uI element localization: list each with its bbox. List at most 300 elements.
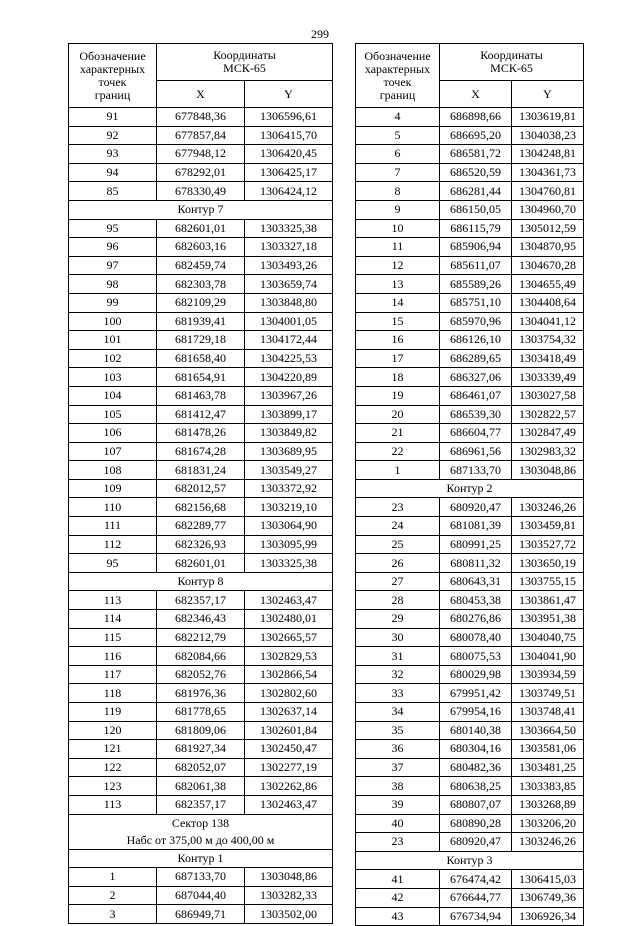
x-coordinate-cell: 680920,47 <box>440 833 512 852</box>
y-coordinate-cell: 1302480,01 <box>245 610 333 629</box>
y-coordinate-cell: 1303848,80 <box>245 293 333 312</box>
point-number-cell: 103 <box>69 368 157 387</box>
point-number-cell: 17 <box>356 349 440 368</box>
point-number-cell: 15 <box>356 312 440 331</box>
point-number-cell: 12 <box>356 256 440 275</box>
point-number-cell: 22 <box>356 442 440 461</box>
x-coordinate-cell: 681976,36 <box>157 684 245 703</box>
table-row <box>69 405 333 424</box>
table-row <box>69 535 333 554</box>
table-row <box>356 870 584 889</box>
y-coordinate-cell: 1303849,82 <box>245 424 333 443</box>
table-row <box>356 256 584 275</box>
table-row <box>69 461 333 480</box>
y-coordinate-cell: 1303095,99 <box>245 535 333 554</box>
sector-heading-row <box>69 814 333 849</box>
header-label-line: границ <box>94 87 131 102</box>
point-number-cell: 40 <box>356 814 440 833</box>
x-coordinate-cell: 686604,77 <box>440 424 512 443</box>
x-coordinate-cell: 686115,79 <box>440 219 512 238</box>
x-coordinate-cell: 678330,49 <box>157 182 245 201</box>
point-number-cell: 107 <box>69 442 157 461</box>
x-coordinate-cell: 682109,29 <box>157 293 245 312</box>
x-coordinate-cell: 682326,93 <box>157 535 245 554</box>
table-row <box>69 145 333 164</box>
y-coordinate-cell: 1303951,38 <box>512 610 584 629</box>
x-coordinate-cell: 681729,18 <box>157 331 245 350</box>
y-coordinate-cell: 1306424,12 <box>245 182 333 201</box>
x-coordinate-cell: 679954,16 <box>440 703 512 722</box>
table-row <box>69 758 333 777</box>
header-coordinates <box>440 44 584 81</box>
header-label-line: характерных <box>79 61 146 76</box>
table-row <box>69 740 333 759</box>
x-coordinate-cell: 686520,59 <box>440 163 512 182</box>
table-row <box>69 795 333 814</box>
y-coordinate-cell: 1303327,18 <box>245 238 333 257</box>
table-row <box>69 275 333 294</box>
table-row <box>69 665 333 684</box>
table-row <box>356 535 584 554</box>
y-coordinate-cell: 1304670,28 <box>512 256 584 275</box>
table-row <box>356 275 584 294</box>
table-row <box>69 349 333 368</box>
x-coordinate-cell: 676474,42 <box>440 870 512 889</box>
x-coordinate-cell: 682357,17 <box>157 591 245 610</box>
y-coordinate-cell: 1303493,26 <box>245 256 333 275</box>
table-row <box>69 293 333 312</box>
point-number-cell: 114 <box>69 610 157 629</box>
point-number-cell: 23 <box>356 498 440 517</box>
point-number-cell: 91 <box>69 108 157 127</box>
x-coordinate-cell: 679951,42 <box>440 684 512 703</box>
point-number-cell: 5 <box>356 126 440 145</box>
contour-heading: Контур 8 <box>69 572 333 591</box>
table-row <box>356 498 584 517</box>
table-row <box>356 684 584 703</box>
table-row <box>69 703 333 722</box>
x-coordinate-cell: 682012,57 <box>157 479 245 498</box>
header-coordinates-line: Координаты <box>213 48 276 62</box>
contour-heading-row <box>356 479 584 498</box>
y-coordinate-cell: 1302463,47 <box>245 795 333 814</box>
y-coordinate-cell: 1303481,25 <box>512 758 584 777</box>
point-number-cell: 113 <box>69 795 157 814</box>
y-coordinate-cell: 1303664,50 <box>512 721 584 740</box>
x-coordinate-cell: 686898,66 <box>440 108 512 127</box>
y-coordinate-cell: 1302277,19 <box>245 758 333 777</box>
x-coordinate-cell: 680811,32 <box>440 554 512 573</box>
point-number-cell: 23 <box>356 833 440 852</box>
point-number-cell: 101 <box>69 331 157 350</box>
point-number-cell: 2 <box>69 886 157 905</box>
table-row <box>356 405 584 424</box>
y-coordinate-cell: 1306415,03 <box>512 870 584 889</box>
point-number-cell: 39 <box>356 795 440 814</box>
point-number-cell: 105 <box>69 405 157 424</box>
table-row <box>69 108 333 127</box>
y-coordinate-cell: 1306425,17 <box>245 163 333 182</box>
x-coordinate-cell: 681412,47 <box>157 405 245 424</box>
point-number-cell: 4 <box>356 108 440 127</box>
y-coordinate-cell: 1304001,05 <box>245 312 333 331</box>
table-row <box>69 684 333 703</box>
x-coordinate-cell: 681831,24 <box>157 461 245 480</box>
x-coordinate-cell: 682603,16 <box>157 238 245 257</box>
header-coordinates-line: Координаты <box>480 48 543 62</box>
y-coordinate-cell: 1304870,95 <box>512 238 584 257</box>
y-coordinate-cell: 1303048,86 <box>512 461 584 480</box>
point-number-cell: 10 <box>356 219 440 238</box>
x-coordinate-cell: 682459,74 <box>157 256 245 275</box>
table-row <box>69 554 333 573</box>
point-number-cell: 18 <box>356 368 440 387</box>
point-number-cell: 100 <box>69 312 157 331</box>
table-row <box>356 814 584 833</box>
page-number: 299 <box>311 27 329 41</box>
coordinates-table-right <box>355 43 584 926</box>
y-coordinate-cell: 1303689,95 <box>245 442 333 461</box>
y-coordinate-cell: 1306926,34 <box>512 907 584 926</box>
table-row <box>69 219 333 238</box>
y-coordinate-cell: 1302829,53 <box>245 647 333 666</box>
y-coordinate-cell: 1303967,26 <box>245 386 333 405</box>
y-coordinate-cell: 1303934,59 <box>512 665 584 684</box>
point-number-cell: 95 <box>69 219 157 238</box>
table-row <box>356 572 584 591</box>
x-coordinate-cell: 677948,12 <box>157 145 245 164</box>
table-row <box>356 182 584 201</box>
header-label-line: Обозначение <box>79 48 146 63</box>
point-number-cell: 109 <box>69 479 157 498</box>
point-number-cell: 14 <box>356 293 440 312</box>
table-row <box>356 126 584 145</box>
table-row <box>356 721 584 740</box>
x-coordinate-cell: 680453,38 <box>440 591 512 610</box>
x-coordinate-cell: 685611,07 <box>440 256 512 275</box>
x-coordinate-cell: 686289,65 <box>440 349 512 368</box>
x-coordinate-cell: 686327,06 <box>440 368 512 387</box>
y-coordinate-cell: 1303899,17 <box>245 405 333 424</box>
y-coordinate-cell: 1303581,06 <box>512 740 584 759</box>
table-row <box>356 888 584 907</box>
x-coordinate-cell: 680276,86 <box>440 610 512 629</box>
y-coordinate-cell: 1303268,89 <box>512 795 584 814</box>
y-coordinate-cell: 1302802,60 <box>245 684 333 703</box>
table-row <box>356 219 584 238</box>
y-coordinate-cell: 1306749,36 <box>512 888 584 907</box>
x-coordinate-cell: 681478,26 <box>157 424 245 443</box>
x-coordinate-cell: 686126,10 <box>440 331 512 350</box>
x-coordinate-cell: 686581,72 <box>440 145 512 164</box>
header-label-line: точек <box>98 74 127 89</box>
x-coordinate-cell: 682061,38 <box>157 777 245 796</box>
point-number-cell: 116 <box>69 647 157 666</box>
table-row <box>356 145 584 164</box>
x-coordinate-cell: 680075,53 <box>440 647 512 666</box>
table-row <box>69 238 333 257</box>
x-coordinate-cell: 687133,70 <box>440 461 512 480</box>
x-coordinate-cell: 682084,66 <box>157 647 245 666</box>
y-coordinate-cell: 1304760,81 <box>512 182 584 201</box>
x-coordinate-cell: 680482,36 <box>440 758 512 777</box>
x-coordinate-cell: 686695,20 <box>440 126 512 145</box>
table-row <box>356 386 584 405</box>
y-coordinate-cell: 1302866,54 <box>245 665 333 684</box>
point-number-cell: 111 <box>69 517 157 536</box>
y-coordinate-cell: 1304655,49 <box>512 275 584 294</box>
y-coordinate-cell: 1302983,32 <box>512 442 584 461</box>
table-row <box>356 703 584 722</box>
point-number-cell: 33 <box>356 684 440 703</box>
y-coordinate-cell: 1302665,57 <box>245 628 333 647</box>
point-number-cell: 102 <box>69 349 157 368</box>
header-y: Y <box>512 81 584 108</box>
y-coordinate-cell: 1304225,53 <box>245 349 333 368</box>
contour-heading: Контур 1 <box>69 849 333 868</box>
x-coordinate-cell: 686281,44 <box>440 182 512 201</box>
table-row <box>356 777 584 796</box>
sector-heading <box>69 814 333 849</box>
y-coordinate-cell: 1303064,90 <box>245 517 333 536</box>
table-row <box>356 517 584 536</box>
table-row <box>69 628 333 647</box>
sector-heading-line: Сектор 138 <box>171 815 230 830</box>
x-coordinate-cell: 687044,40 <box>157 886 245 905</box>
table-row <box>69 647 333 666</box>
table-row <box>69 331 333 350</box>
y-coordinate-cell: 1303549,27 <box>245 461 333 480</box>
y-coordinate-cell: 1303418,49 <box>512 349 584 368</box>
y-coordinate-cell: 1304041,12 <box>512 312 584 331</box>
y-coordinate-cell: 1303748,41 <box>512 703 584 722</box>
y-coordinate-cell: 1304408,64 <box>512 293 584 312</box>
header-label-line: точек <box>383 74 412 89</box>
header-point-label <box>356 44 440 108</box>
point-number-cell: 26 <box>356 554 440 573</box>
point-number-cell: 123 <box>69 777 157 796</box>
table-row <box>69 721 333 740</box>
contour-heading-row <box>69 849 333 868</box>
x-coordinate-cell: 682052,76 <box>157 665 245 684</box>
point-number-cell: 115 <box>69 628 157 647</box>
header-label-line: Обозначение <box>364 48 431 63</box>
x-coordinate-cell: 681939,41 <box>157 312 245 331</box>
contour-heading: Контур 2 <box>356 479 584 498</box>
y-coordinate-cell: 1303325,38 <box>245 219 333 238</box>
y-coordinate-cell: 1305012,59 <box>512 219 584 238</box>
y-coordinate-cell: 1303502,00 <box>245 905 333 924</box>
x-coordinate-cell: 681778,65 <box>157 703 245 722</box>
x-coordinate-cell: 685751,10 <box>440 293 512 312</box>
table-row <box>69 479 333 498</box>
point-number-cell: 3 <box>69 905 157 924</box>
y-coordinate-cell: 1304248,81 <box>512 145 584 164</box>
point-number-cell: 113 <box>69 591 157 610</box>
y-coordinate-cell: 1302463,47 <box>245 591 333 610</box>
y-coordinate-cell: 1303339,49 <box>512 368 584 387</box>
point-number-cell: 31 <box>356 647 440 666</box>
point-number-cell: 30 <box>356 628 440 647</box>
point-number-cell: 13 <box>356 275 440 294</box>
y-coordinate-cell: 1302637,14 <box>245 703 333 722</box>
point-number-cell: 7 <box>356 163 440 182</box>
y-coordinate-cell: 1304040,75 <box>512 628 584 647</box>
x-coordinate-cell: 680078,40 <box>440 628 512 647</box>
coordinates-table-left <box>68 43 333 924</box>
point-number-cell: 98 <box>69 275 157 294</box>
y-coordinate-cell: 1306415,70 <box>245 126 333 145</box>
x-coordinate-cell: 677857,84 <box>157 126 245 145</box>
table-row <box>69 591 333 610</box>
y-coordinate-cell: 1303383,85 <box>512 777 584 796</box>
point-number-cell: 43 <box>356 907 440 926</box>
table-row <box>69 777 333 796</box>
point-number-cell: 35 <box>356 721 440 740</box>
y-coordinate-cell: 1303754,32 <box>512 331 584 350</box>
point-number-cell: 37 <box>356 758 440 777</box>
table-row <box>356 591 584 610</box>
table-row <box>356 461 584 480</box>
point-number-cell: 6 <box>356 145 440 164</box>
y-coordinate-cell: 1303372,92 <box>245 479 333 498</box>
table-row <box>356 665 584 684</box>
y-coordinate-cell: 1303861,47 <box>512 591 584 610</box>
header-coordinates-line: МСК-65 <box>223 61 266 75</box>
x-coordinate-cell: 686150,05 <box>440 200 512 219</box>
contour-heading-row <box>69 572 333 591</box>
y-coordinate-cell: 1303619,81 <box>512 108 584 127</box>
y-coordinate-cell: 1302450,47 <box>245 740 333 759</box>
table-row <box>356 238 584 257</box>
point-number-cell: 41 <box>356 870 440 889</box>
table-row <box>69 163 333 182</box>
point-number-cell: 97 <box>69 256 157 275</box>
y-coordinate-cell: 1306596,61 <box>245 108 333 127</box>
y-coordinate-cell: 1303650,19 <box>512 554 584 573</box>
point-number-cell: 99 <box>69 293 157 312</box>
point-number-cell: 94 <box>69 163 157 182</box>
y-coordinate-cell: 1304041,90 <box>512 647 584 666</box>
table-row <box>69 424 333 443</box>
point-number-cell: 38 <box>356 777 440 796</box>
table-row <box>356 312 584 331</box>
y-coordinate-cell: 1302601,84 <box>245 721 333 740</box>
y-coordinate-cell: 1303282,33 <box>245 886 333 905</box>
y-coordinate-cell: 1303749,51 <box>512 684 584 703</box>
x-coordinate-cell: 681463,78 <box>157 386 245 405</box>
y-coordinate-cell: 1303459,81 <box>512 517 584 536</box>
table-row <box>356 795 584 814</box>
point-number-cell: 16 <box>356 331 440 350</box>
x-coordinate-cell: 678292,01 <box>157 163 245 182</box>
table-row <box>356 293 584 312</box>
point-number-cell: 121 <box>69 740 157 759</box>
table-row <box>356 200 584 219</box>
x-coordinate-cell: 681674,28 <box>157 442 245 461</box>
table-row <box>356 907 584 926</box>
y-coordinate-cell: 1302822,57 <box>512 405 584 424</box>
point-number-cell: 1 <box>356 461 440 480</box>
contour-heading: Контур 3 <box>356 851 584 870</box>
contour-heading-row <box>69 200 333 219</box>
x-coordinate-cell: 682346,43 <box>157 610 245 629</box>
header-point-label <box>69 44 157 108</box>
contour-heading-row <box>356 851 584 870</box>
x-coordinate-cell: 676644,77 <box>440 888 512 907</box>
point-number-cell: 34 <box>356 703 440 722</box>
table-row <box>69 368 333 387</box>
point-number-cell: 1 <box>69 868 157 887</box>
x-coordinate-cell: 680029,98 <box>440 665 512 684</box>
y-coordinate-cell: 1303246,26 <box>512 833 584 852</box>
x-coordinate-cell: 686461,07 <box>440 386 512 405</box>
x-coordinate-cell: 682357,17 <box>157 795 245 814</box>
right-table-body <box>356 108 584 926</box>
table-row <box>356 833 584 852</box>
point-number-cell: 122 <box>69 758 157 777</box>
y-coordinate-cell: 1303325,38 <box>245 554 333 573</box>
point-number-cell: 95 <box>69 554 157 573</box>
table-row <box>69 126 333 145</box>
x-coordinate-cell: 680920,47 <box>440 498 512 517</box>
y-coordinate-cell: 1303027,58 <box>512 386 584 405</box>
table-row <box>356 349 584 368</box>
y-coordinate-cell: 1303219,10 <box>245 498 333 517</box>
x-coordinate-cell: 680890,28 <box>440 814 512 833</box>
point-number-cell: 9 <box>356 200 440 219</box>
point-number-cell: 117 <box>69 665 157 684</box>
point-number-cell: 108 <box>69 461 157 480</box>
point-number-cell: 8 <box>356 182 440 201</box>
header-label-line: границ <box>379 87 416 102</box>
y-coordinate-cell: 1304361,73 <box>512 163 584 182</box>
point-number-cell: 96 <box>69 238 157 257</box>
x-coordinate-cell: 682601,01 <box>157 219 245 238</box>
point-number-cell: 118 <box>69 684 157 703</box>
point-number-cell: 36 <box>356 740 440 759</box>
x-coordinate-cell: 685970,96 <box>440 312 512 331</box>
x-coordinate-cell: 682303,78 <box>157 275 245 294</box>
point-number-cell: 92 <box>69 126 157 145</box>
y-coordinate-cell: 1304220,89 <box>245 368 333 387</box>
x-coordinate-cell: 686961,56 <box>440 442 512 461</box>
x-coordinate-cell: 681809,06 <box>157 721 245 740</box>
point-number-cell: 24 <box>356 517 440 536</box>
table-row <box>356 442 584 461</box>
table-row <box>356 368 584 387</box>
y-coordinate-cell: 1304960,70 <box>512 200 584 219</box>
header-x: X <box>440 81 512 108</box>
left-table-body <box>69 108 333 924</box>
x-coordinate-cell: 677848,36 <box>157 108 245 127</box>
header-x: X <box>157 81 245 108</box>
x-coordinate-cell: 682601,01 <box>157 554 245 573</box>
table-row <box>356 628 584 647</box>
header-y: Y <box>245 81 333 108</box>
point-number-cell: 21 <box>356 424 440 443</box>
x-coordinate-cell: 676734,94 <box>440 907 512 926</box>
point-number-cell: 27 <box>356 572 440 591</box>
y-coordinate-cell: 1302847,49 <box>512 424 584 443</box>
point-number-cell: 25 <box>356 535 440 554</box>
table-row <box>356 758 584 777</box>
table-row <box>356 163 584 182</box>
table-row <box>356 331 584 350</box>
x-coordinate-cell: 680643,31 <box>440 572 512 591</box>
table-row <box>69 386 333 405</box>
table-row <box>69 256 333 275</box>
